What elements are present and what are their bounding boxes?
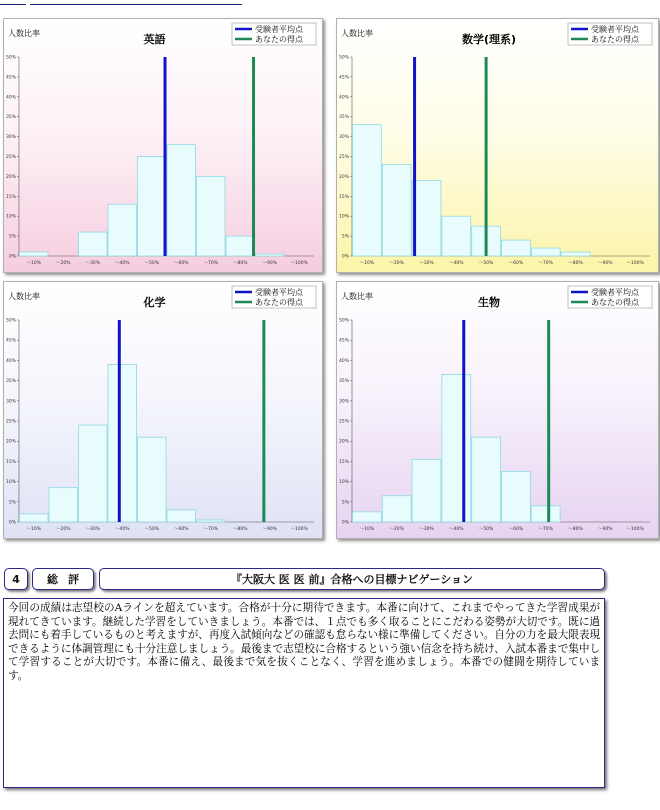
x-tick-label: ～10%	[26, 261, 42, 266]
histogram-bar	[138, 157, 167, 257]
x-tick-label: ～70%	[203, 261, 219, 266]
x-tick-label: ～80%	[568, 527, 583, 532]
x-tick-label: ～20%	[389, 527, 404, 532]
legend-average-label: 受験者平均点	[255, 25, 303, 34]
histogram-bar	[382, 496, 411, 522]
histogram-bar	[20, 514, 49, 522]
x-tick-label: ～90%	[262, 261, 278, 266]
x-tick-label: ～20%	[55, 527, 71, 532]
y-tick-label: 10%	[5, 214, 16, 220]
histogram-bar	[412, 459, 441, 522]
histogram-bar	[531, 248, 560, 256]
histogram-chart	[4, 19, 322, 272]
y-tick-label: 30%	[338, 135, 349, 141]
x-tick-label: ～50%	[144, 261, 160, 266]
x-tick-label: ～90%	[598, 261, 613, 266]
chart-title: 生物	[478, 296, 500, 309]
y-tick-label: 45%	[5, 75, 16, 81]
y-tick-label: 30%	[5, 399, 16, 405]
histogram-bar	[108, 364, 137, 522]
y-tick-label: 15%	[5, 194, 16, 200]
y-tick-label: 40%	[5, 358, 16, 364]
histogram-bar	[256, 254, 285, 256]
histogram-bar	[353, 125, 382, 256]
legend-average-label: 受験者平均点	[255, 288, 303, 297]
y-tick-label: 20%	[338, 174, 349, 180]
x-tick-label: ～80%	[232, 261, 248, 266]
histogram-chart	[337, 19, 658, 272]
comment-text: 今回の成績は志望校のAラインを超えています。合格が十分に期待できます。本番に向けて、これまでやってきた学習成果が現れてきています。継続した学習をしていきましょう。本番では、１点でも多く取ることにこだわる姿勢が大切です。既に過去問にも着手しているものと考えますが、再度入試傾向などの確認も怠らない様に準備してください。自分の力を最大限表現できるように体調管理にも十分注意しましょう。最後まで志望校に合格するという強い信念を持ち続け、入試本番まで集中して学習することが大切です。本番に備え、最後まで気を抜くことなく、学習を進めましょう。本番での健闘を期待しています。	[3, 598, 605, 788]
y-tick-label: 45%	[338, 338, 349, 344]
y-tick-label: 50%	[5, 55, 16, 61]
y-tick-label: 45%	[5, 338, 16, 344]
y-tick-label: 20%	[5, 174, 16, 180]
section-label: 総評	[32, 568, 94, 590]
y-tick-label: 15%	[5, 459, 16, 465]
y-tick-label: 25%	[5, 155, 16, 160]
x-tick-label: ～50%	[478, 527, 494, 532]
y-tick-label: 5%	[341, 500, 349, 506]
x-tick-label: ～10%	[359, 261, 375, 266]
histogram-bar	[502, 472, 531, 523]
histogram-bar	[20, 252, 49, 256]
y-axis-label: 人数比率	[341, 292, 373, 301]
y-tick-label: 40%	[338, 358, 349, 364]
y-tick-label: 20%	[5, 439, 16, 445]
y-tick-label: 10%	[5, 480, 16, 486]
y-tick-label: 0%	[8, 254, 16, 260]
x-tick-label: ～10%	[26, 527, 42, 532]
x-tick-label: ～60%	[173, 261, 189, 266]
histogram-bar	[442, 375, 471, 522]
x-tick-label: ～70%	[538, 261, 553, 266]
y-tick-label: 0%	[341, 520, 349, 526]
x-tick-label: ～50%	[144, 527, 160, 532]
x-tick-label: ～20%	[389, 261, 404, 266]
histogram-bar	[197, 176, 226, 256]
legend	[568, 23, 652, 45]
histogram-bar	[167, 510, 196, 522]
x-tick-label: ～30%	[85, 261, 101, 266]
x-tick-label: ～10%	[359, 527, 375, 532]
x-tick-label: ～60%	[508, 261, 524, 266]
y-tick-label: 45%	[338, 75, 349, 81]
y-tick-label: 30%	[338, 399, 349, 405]
histogram-bar	[382, 164, 411, 256]
legend-your-score-label: あなたの得点	[591, 298, 639, 307]
x-tick-label: ～40%	[114, 527, 130, 532]
x-tick-label: ～100%	[626, 527, 644, 532]
y-tick-label: 50%	[338, 55, 349, 61]
y-axis-label: 人数比率	[341, 29, 373, 38]
x-tick-label: ～40%	[449, 261, 464, 266]
y-tick-label: 35%	[338, 115, 349, 121]
histogram-bar	[442, 216, 471, 256]
x-tick-label: ～40%	[114, 261, 130, 266]
section-header	[0, 568, 660, 592]
histogram-bar	[531, 506, 560, 522]
x-tick-label: ～90%	[598, 527, 613, 532]
y-tick-label: 20%	[338, 439, 349, 445]
x-tick-label: ～30%	[419, 527, 434, 532]
y-tick-label: 15%	[338, 194, 349, 200]
chart-title: 英語	[143, 33, 166, 46]
y-tick-label: 35%	[338, 379, 349, 385]
legend-your-score-label: あなたの得点	[255, 35, 303, 44]
histogram-bar	[561, 252, 590, 256]
x-tick-label: ～30%	[85, 527, 101, 532]
legend-your-score-label: あなたの得点	[591, 35, 639, 44]
y-axis-label: 人数比率	[8, 29, 40, 38]
histogram-bar	[138, 437, 167, 522]
chart-panel-biology	[336, 281, 659, 539]
legend	[232, 286, 316, 308]
x-tick-label: ～80%	[232, 527, 248, 532]
legend	[568, 286, 652, 308]
chart-panel-english	[3, 18, 323, 273]
chart-panel-chemistry	[3, 281, 323, 539]
x-tick-label: ～30%	[419, 261, 434, 266]
histogram-bar	[502, 240, 531, 256]
y-tick-label: 0%	[8, 520, 16, 526]
y-tick-label: 35%	[5, 379, 16, 385]
x-tick-label: ～70%	[203, 527, 219, 532]
x-tick-label: ～20%	[55, 261, 71, 266]
x-tick-label: ～50%	[478, 261, 494, 266]
histogram-chart	[337, 282, 658, 538]
x-tick-label: ～90%	[262, 527, 278, 532]
y-tick-label: 50%	[5, 318, 16, 324]
y-tick-label: 5%	[8, 500, 16, 506]
y-tick-label: 25%	[338, 155, 349, 160]
histogram-bar	[49, 488, 78, 522]
x-tick-label: ～70%	[538, 527, 553, 532]
section-number: 4	[4, 568, 28, 590]
x-tick-label: ～80%	[568, 261, 583, 266]
top-rule	[0, 0, 660, 6]
y-tick-label: 10%	[338, 214, 349, 220]
legend-average-label: 受験者平均点	[591, 288, 639, 297]
histogram-bar	[412, 180, 441, 256]
histogram-bar	[79, 232, 108, 256]
histogram-bar	[108, 204, 137, 256]
chart-panel-math	[336, 18, 659, 273]
y-tick-label: 40%	[5, 95, 16, 101]
histogram-bar	[472, 437, 501, 522]
histogram-bar	[197, 520, 226, 522]
histogram-bar	[353, 512, 382, 522]
x-tick-label: ～100%	[290, 261, 308, 266]
x-tick-label: ～60%	[173, 527, 189, 532]
legend-average-label: 受験者平均点	[591, 25, 639, 34]
x-tick-label: ～60%	[508, 527, 524, 532]
y-tick-label: 10%	[338, 480, 349, 486]
section-title: 『大阪大 医 医 前』合格への目標ナビゲーション	[99, 568, 605, 590]
y-tick-label: 0%	[341, 254, 349, 260]
y-tick-label: 30%	[5, 135, 16, 141]
x-tick-label: ～40%	[449, 527, 464, 532]
histogram-bar	[79, 425, 108, 522]
legend	[232, 23, 316, 45]
y-tick-label: 40%	[338, 95, 349, 101]
top-rule-right	[30, 0, 242, 5]
y-tick-label: 15%	[338, 459, 349, 465]
histogram-bar	[226, 236, 255, 256]
histogram-bar	[167, 145, 196, 256]
y-axis-label: 人数比率	[8, 292, 40, 301]
chart-title: 数学(理系)	[461, 33, 517, 46]
chart-title: 化学	[143, 296, 166, 309]
x-tick-label: ～100%	[626, 261, 644, 266]
y-tick-label: 35%	[5, 115, 16, 121]
y-tick-label: 25%	[5, 419, 16, 425]
y-tick-label: 5%	[341, 234, 349, 240]
y-tick-label: 50%	[338, 318, 349, 324]
y-tick-label: 25%	[338, 419, 349, 425]
legend-your-score-label: あなたの得点	[255, 298, 303, 307]
x-tick-label: ～100%	[290, 527, 308, 532]
y-tick-label: 5%	[8, 234, 16, 240]
histogram-chart	[4, 282, 322, 538]
top-rule-left	[0, 0, 26, 5]
